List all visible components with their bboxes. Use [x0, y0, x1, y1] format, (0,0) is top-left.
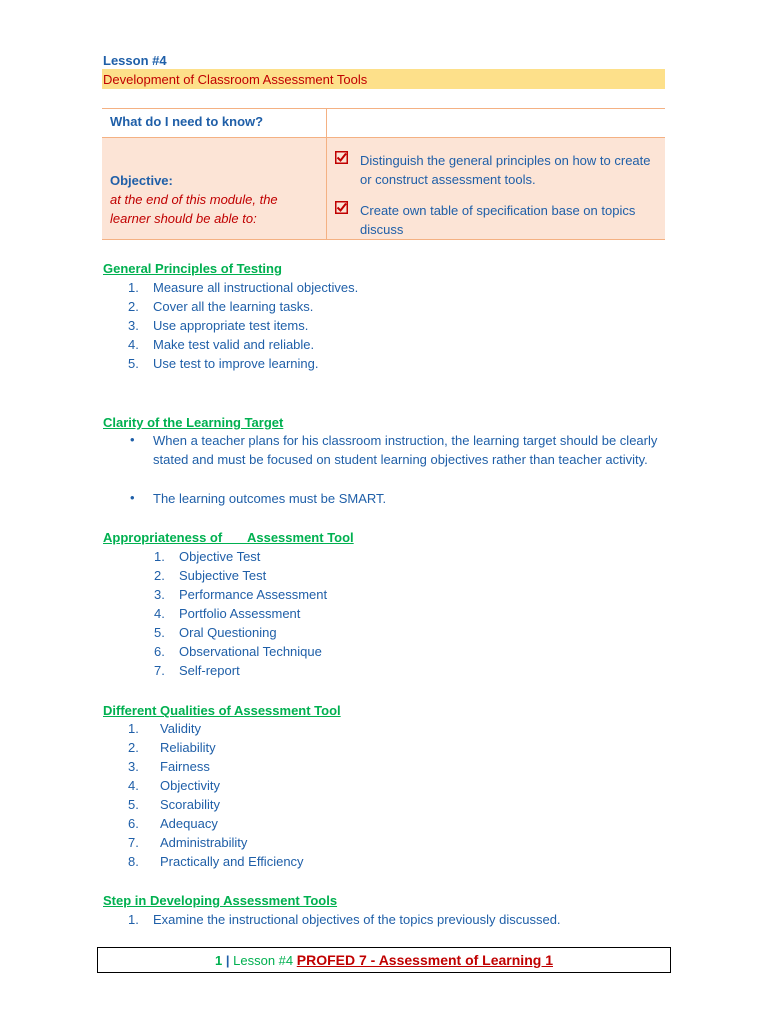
question-text: What do I need to know? — [110, 114, 264, 129]
list-number: 5. — [128, 797, 139, 812]
list-number: 4. — [128, 337, 139, 352]
objective-label: Objective: — [110, 173, 173, 188]
table-header-row — [102, 108, 665, 138]
list-item: Performance Assessment — [179, 587, 328, 602]
list-item: Reliability — [160, 740, 216, 755]
lesson-label: Lesson #4 — [103, 53, 167, 68]
list-item: Practically and Efficiency — [160, 854, 304, 869]
list-number: 4. — [128, 778, 139, 793]
checkbox-checked-icon — [335, 151, 348, 164]
page-footer — [97, 947, 671, 973]
bullet-icon: • — [130, 432, 135, 447]
list-number: 3. — [128, 759, 139, 774]
footer-separator: | — [225, 953, 230, 968]
list-item: Use test to improve learning. — [153, 356, 319, 371]
table-divider — [326, 108, 327, 240]
list-item: Objective Test — [179, 549, 261, 564]
list-number: 6. — [154, 644, 165, 659]
list-number: 3. — [154, 587, 165, 602]
footer-course: PROFED 7 - Assessment of Learning 1 — [296, 952, 553, 968]
list-item: Examine the instructional objectives of the topics previously discussed. — [153, 912, 561, 927]
list-item: Validity — [160, 721, 201, 736]
objective-item: Create own table of specification base on topics discuss — [360, 203, 636, 237]
list-number: 1. — [128, 280, 139, 295]
list-item: Portfolio Assessment — [179, 606, 301, 621]
list-item: Make test valid and reliable. — [153, 337, 315, 352]
section-heading-clarity: Clarity of the Learning Target — [103, 415, 284, 430]
footer-lesson: Lesson #4 — [233, 953, 294, 968]
lesson-title: Development of Classroom Assessment Tools — [103, 72, 368, 87]
list-item: Measure all instructional objectives. — [153, 280, 359, 295]
list-number: 3. — [128, 318, 139, 333]
list-number: 6. — [128, 816, 139, 831]
list-number: 4. — [154, 606, 165, 621]
list-item: Scorability — [160, 797, 220, 812]
objective-item: Distinguish the general principles on how to create or construct assessment tools. — [360, 153, 651, 187]
list-number: 7. — [154, 663, 165, 678]
section-heading-appropriateness: Appropriateness of Assessment Tool — [103, 530, 354, 545]
list-number: 1. — [128, 912, 139, 927]
list-number: 5. — [154, 625, 165, 640]
list-number: 8. — [128, 854, 139, 869]
checkbox-checked-icon — [335, 201, 348, 214]
list-number: 5. — [128, 356, 139, 371]
list-number: 7. — [128, 835, 139, 850]
table-objective-row — [102, 138, 665, 240]
list-item: When a teacher plans for his classroom instruction, the learning target should be clearly stated and must be focused on student learning objectives rather than teacher activity. — [153, 433, 658, 467]
section-heading-qualities: Different Qualities of Assessment Tool — [103, 703, 341, 718]
list-item: Observational Technique — [179, 644, 322, 659]
list-number: 1. — [154, 549, 165, 564]
list-number: 1. — [128, 721, 139, 736]
bullet-icon: • — [130, 490, 135, 505]
list-number: 2. — [154, 568, 165, 583]
objective-table — [102, 108, 665, 240]
list-item: Cover all the learning tasks. — [153, 299, 314, 314]
list-item: Oral Questioning — [179, 625, 277, 640]
list-item: The learning outcomes must be SMART. — [153, 491, 387, 506]
section-heading-steps: Step in Developing Assessment Tools — [103, 893, 338, 908]
objective-subtext: at the end of this module, the learner should be able to: — [110, 192, 278, 226]
list-item: Objectivity — [160, 778, 220, 793]
list-item: Use appropriate test items. — [153, 318, 309, 333]
list-item: Subjective Test — [179, 568, 267, 583]
section-heading-general: General Principles of Testing — [103, 261, 282, 276]
list-item: Fairness — [160, 759, 210, 774]
list-item: Self-report — [179, 663, 240, 678]
list-item: Adequacy — [160, 816, 218, 831]
list-number: 2. — [128, 299, 139, 314]
list-item: Administrability — [160, 835, 248, 850]
list-number: 2. — [128, 740, 139, 755]
footer-page-number: 1 — [215, 953, 223, 968]
